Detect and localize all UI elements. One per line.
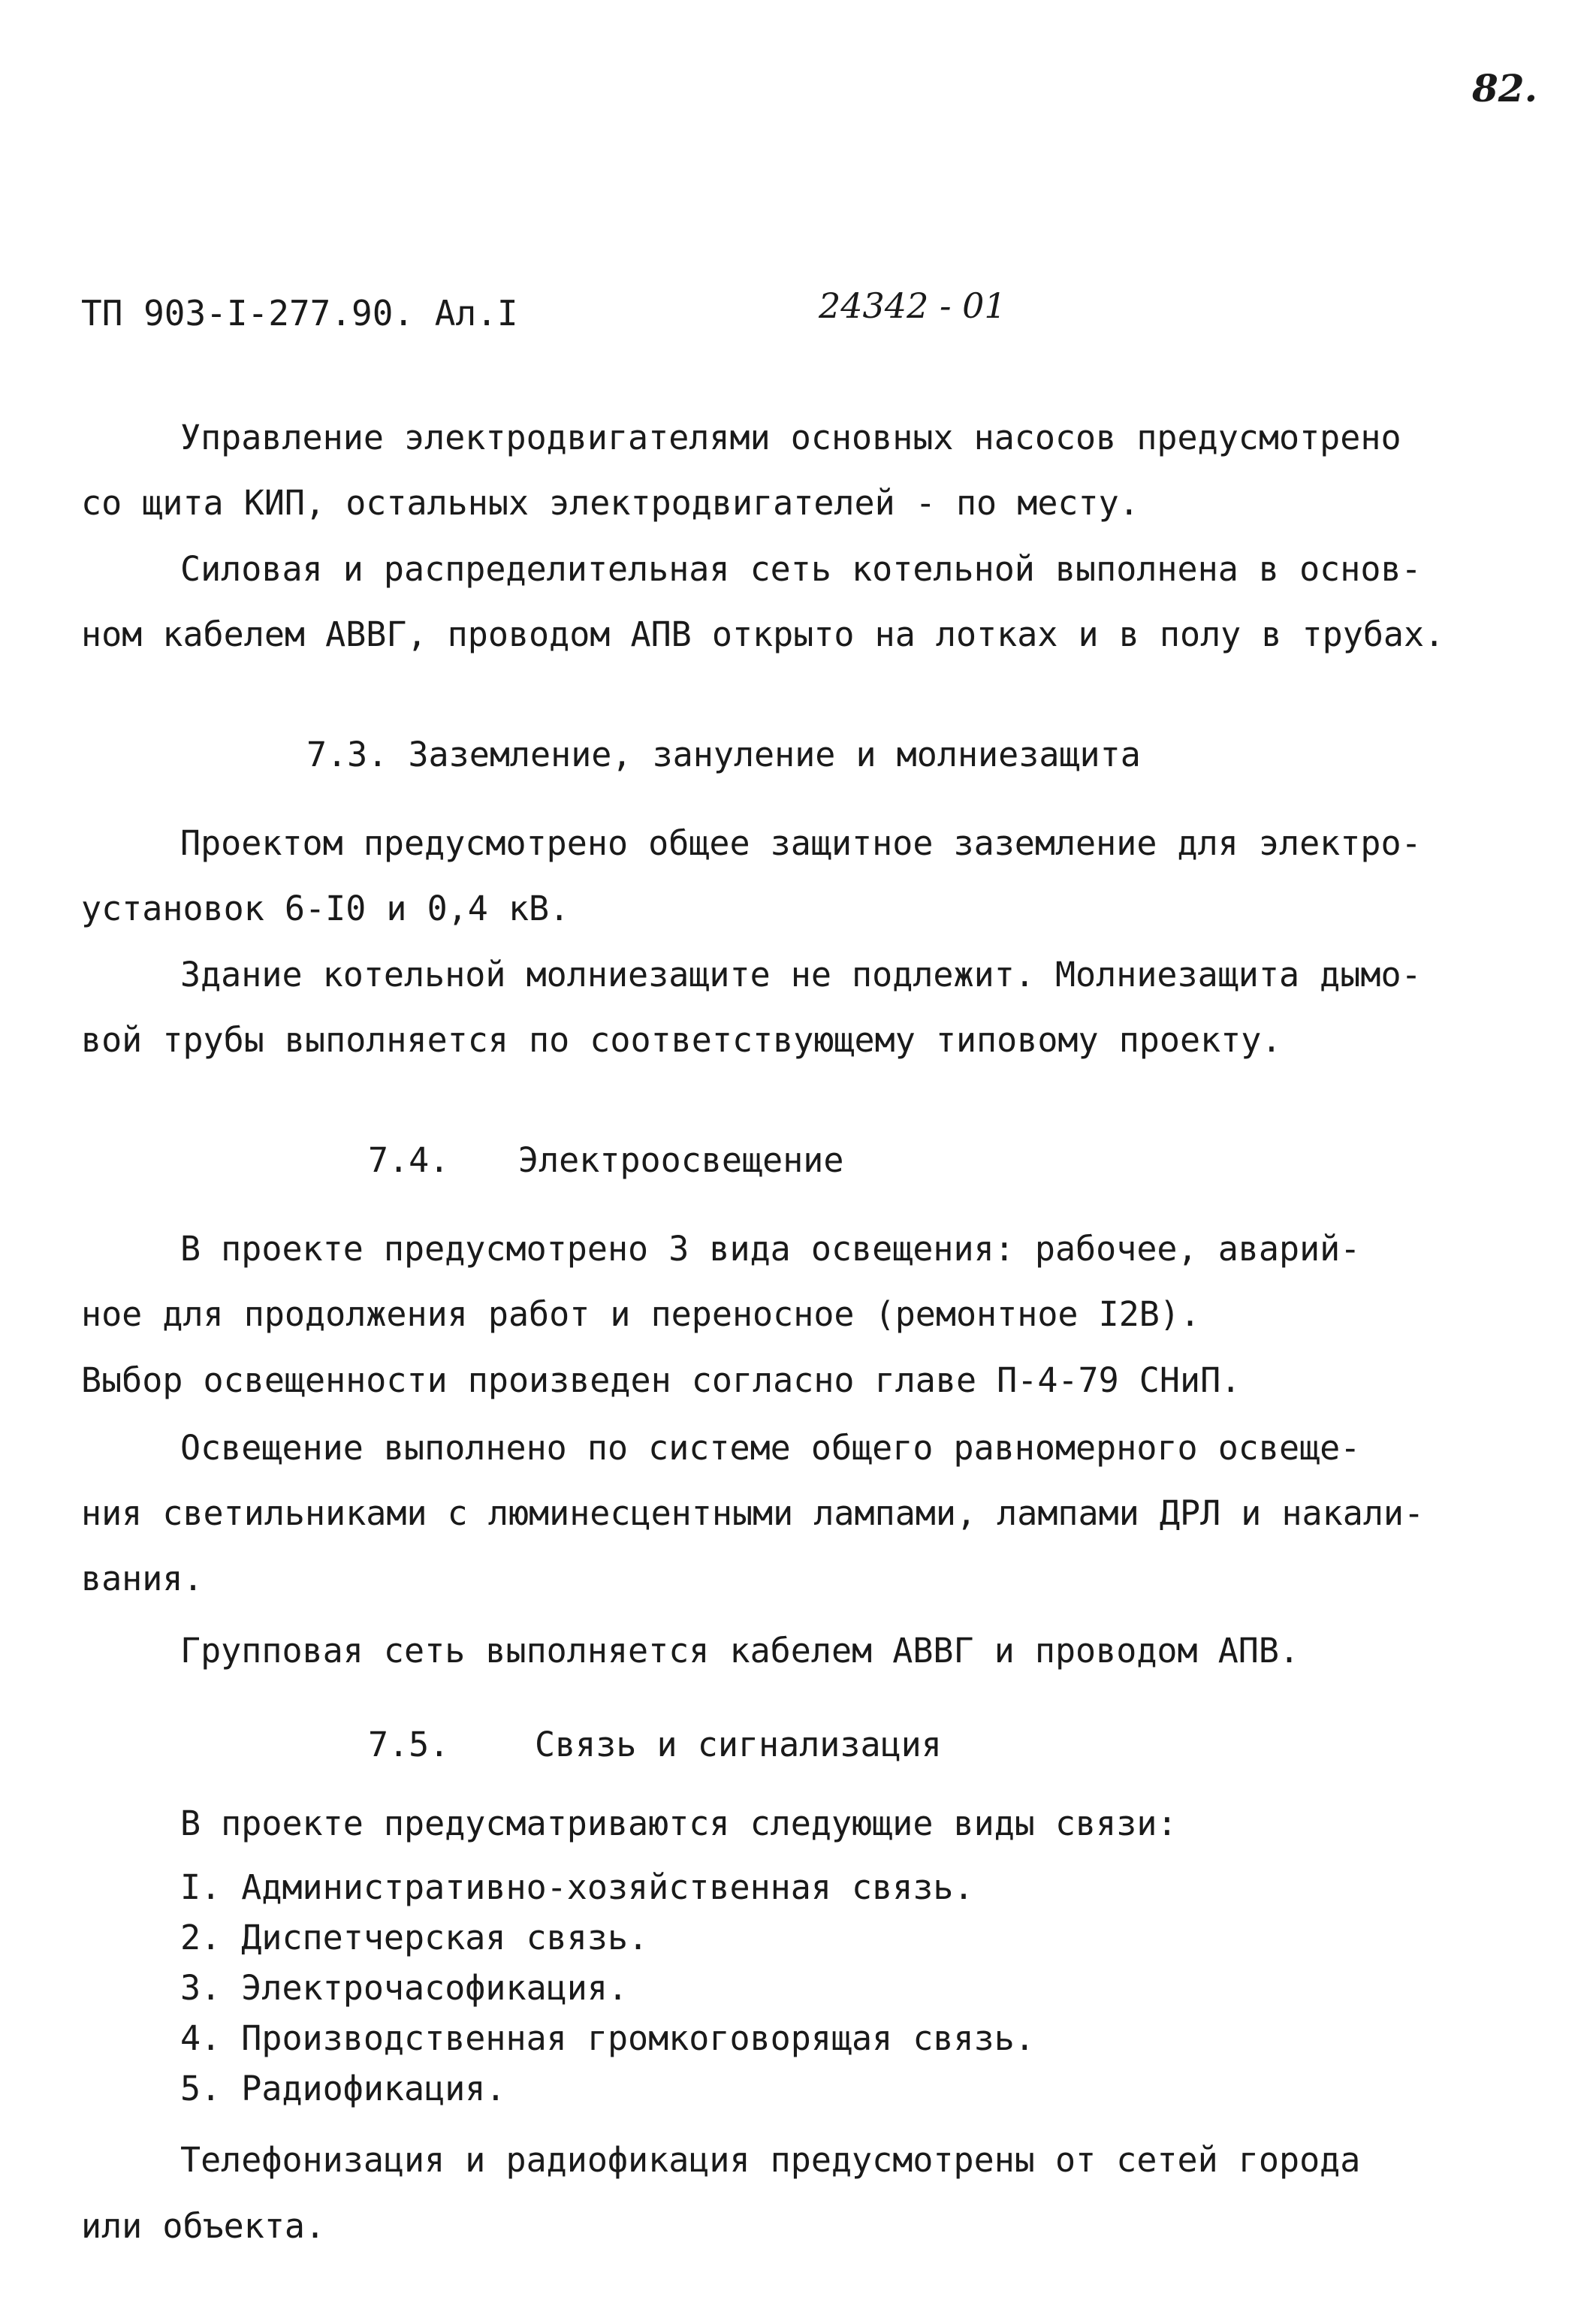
list-item-2: 2. Диспетчерская связь. [180,1918,649,1957]
handwritten-code: 24342 - 01 [819,285,1006,326]
intro-paragraph-1-line-2: со щита КИП, остальных электродвигателей - по месту. [81,483,1139,523]
list-item-5: 5. Радиофикация. [180,2069,506,2108]
section-7-5-paragraph-line-1: Телефонизация и радиофикация предусмотрены от сетей города [180,2140,1361,2180]
section-7-3-paragraph-2-line-1: Здание котельной молниезащите не подлежит. Молниезащита дымо- [180,955,1422,995]
section-7-5-intro: В проекте предусматриваются следующие виды связи: [180,1803,1178,1843]
section-7-5-number: 7.5. [368,1725,450,1764]
section-7-4-paragraph-1-line-3: Выбор освещенности произведен согласно главе П-4-79 СНиП. [81,1360,1242,1400]
section-7-4-paragraph-2-line-2: ния светильниками с люминесцентными лампами, лампами ДРЛ и накали- [81,1493,1425,1533]
section-7-5-title: Связь и сигнализация [535,1725,942,1764]
document-code: ТП 903-I-277.90. Ал.I [81,293,518,334]
page-number: 82. [1472,66,1537,110]
list-item-1: I. Административно-хозяйственная связь. [180,1867,974,1907]
section-7-4-paragraph-3-line-1: Групповая сеть выполняется кабелем АВВГ и проводом АПВ. [180,1631,1300,1671]
intro-paragraph-2-line-1: Силовая и распределительная сеть котельной выполнена в основ- [180,549,1422,589]
section-7-3-heading: 7.3. Заземление, зануление и молниезащита [306,735,1141,774]
intro-paragraph-1-line-1: Управление электродвигателями основных насосов предусмотрено [180,418,1401,457]
section-7-4-paragraph-1-line-1: В проекте предусмотрено 3 вида освещения: рабочее, аварий- [180,1229,1361,1269]
section-7-4-title: Электроосвещение [518,1140,844,1180]
intro-paragraph-2-line-2: ном кабелем АВВГ, проводом АПВ открыто на лотках и в полу в трубах. [81,614,1445,654]
section-7-5-paragraph-line-2: или объекта. [81,2206,326,2246]
list-item-4: 4. Производственная громкоговорящая связь. [180,2018,1035,2058]
section-7-3-paragraph-1-line-2: установок 6-I0 и 0,4 кВ. [81,889,570,928]
section-7-3-paragraph-1-line-1: Проектом предусмотрено общее защитное заземление для электро- [180,823,1422,863]
section-7-4-paragraph-2-line-1: Освещение выполнено по системе общего равномерного освеще- [180,1428,1361,1468]
section-7-3-paragraph-2-line-2: вой трубы выполняется по соответствующему типовому проекту. [81,1020,1282,1060]
section-7-4-number: 7.4. [368,1140,450,1180]
section-7-4-paragraph-1-line-2: ное для продолжения работ и переносное (ремонтное I2В). [81,1294,1201,1334]
list-item-3: 3. Электрочасофикация. [180,1968,629,2008]
section-7-4-paragraph-2-line-3: вания. [81,1559,204,1598]
